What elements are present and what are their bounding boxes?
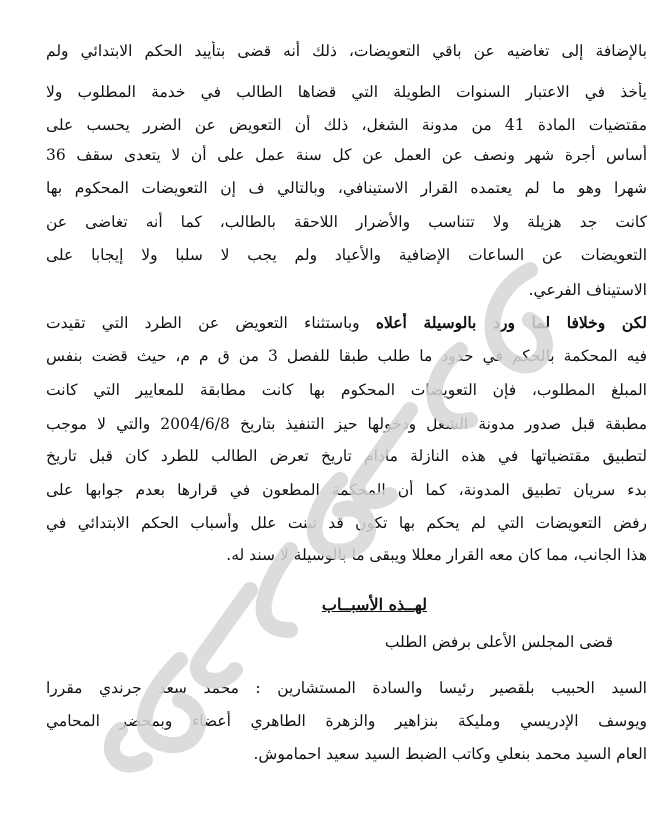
- closing-line: ويوسف الإدريسي ومليكة بنزاهير والزهرة الطاهري أعضاء وبمحضر المحامي: [46, 712, 647, 730]
- paragraph-2-line: رفض التعويضات التي لم يحكم بها تكون قد تبنت علل وأسباب الحكم الابتدائي في: [46, 514, 647, 532]
- section-heading: لهــذه الأسبــاب: [321, 595, 427, 614]
- paragraph-1-line: أساس أجرة شهر ونصف عن العمل عن كل سنة عمل على أن لا يتعدى سقف 36: [46, 146, 647, 164]
- decision-text: قضى المجلس الأعلى برفض الطلب: [384, 633, 613, 651]
- paragraph-1-line: كانت جد هزيلة ولا تتناسب والأضرار اللاحقة بالطالب، كما أنه تغاضى عن: [46, 213, 647, 231]
- paragraph-2-first-line: [46, 313, 647, 333]
- paragraph-1-line: مقتضيات المادة 41 من مدونة الشغل، ذلك أن التعويض عن الضرر يحسب على: [46, 116, 647, 134]
- closing-line: السيد الحبيب بلقصير رئيسا والسادة المستشارين : محمد سعد جرندي مقررا: [46, 679, 647, 697]
- paragraph-1-line: بالإضافة إلى تغاضيه عن باقي التعويضات، ذلك أنه قضى بتأييد الحكم الابتدائي ولم: [46, 42, 647, 60]
- paragraph-2-line: هذا الجانب، مما كان معه القرار معللا ويبقى ما بالوسيلة لا سند له.: [226, 546, 647, 564]
- paragraph-2-line: المبلغ المطلوب، فإن التعويضات المحكوم بها كانت مطابقة للمعايير التي كانت: [46, 381, 647, 399]
- paragraph-1-line: التعويضات عن الساعات الإضافية والأعياد ولم يجب لا سلبا ولا إيجابا على: [46, 246, 647, 264]
- paragraph-1-line: الاستيناف الفرعي.: [528, 281, 647, 299]
- closing-line: العام السيد محمد بنعلي وكاتب الضبط السيد سعيد احماموش.: [253, 745, 647, 763]
- paragraph-2-line: فيه المحكمة بالحكم في حدود ما طلب طبقا للفصل 3 من ق م م، حيث قضت بنفس: [46, 347, 647, 365]
- paragraph-2-line: مطبقة قبل صدور مدونة الشغل ودخولها حيز التنفيذ بتاريخ 2004/6/8 والتي لا موجب: [46, 415, 647, 433]
- paragraph-1-line: يأخذ في الاعتبار السنوات الطويلة التي قضاها الطالب في خدمة المطلوب ولا: [46, 83, 647, 101]
- paragraph-2-line: بدء سريان تطبيق المدونة، كما أن المحكمة المطعون في قرارها بعدم جوابها على: [46, 481, 647, 499]
- paragraph-1-line: شهرا وهو ما لم يعتمده القرار الاستينافي، وبالتالي ف إن التعويضات المحكوم بها: [46, 179, 647, 197]
- paragraph-2-line: لتطبيق مقتضياتها في هذه النازلة مادام تاريخ تعرض الطالب للطرد كان قبل تاريخ: [46, 447, 647, 465]
- paragraph-2-first-line-rest: وباستثناء التعويض عن الطرد التي تقيدت: [46, 314, 376, 332]
- paragraph-2-bold-prefix: لكن وخلافا لما ورد بالوسيلة أعلاه: [375, 313, 647, 332]
